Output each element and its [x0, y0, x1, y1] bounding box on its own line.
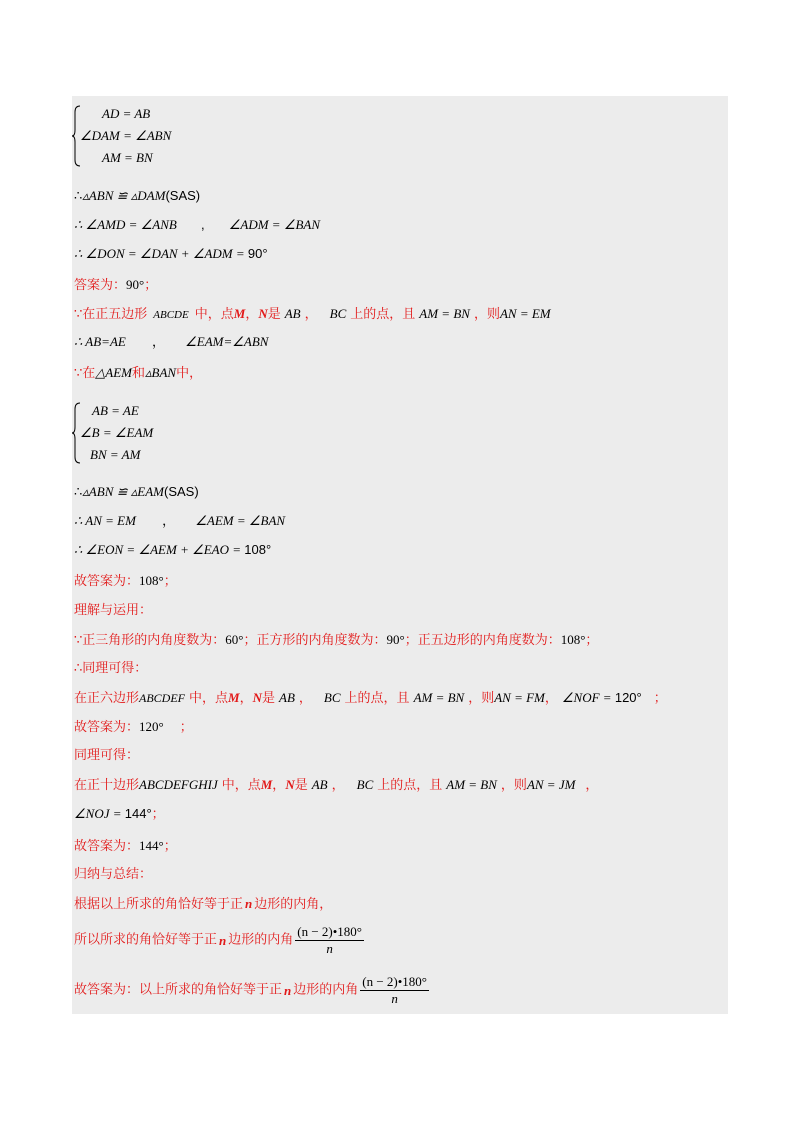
- line-angles-2: ∴ AN = EM ， ∠AEM = ∠BAN: [74, 513, 286, 528]
- system1-line-2: ∠DAM = ∠ABN: [80, 128, 172, 143]
- line-decagon-premise: 在正十边形ABCDEFGHIJ 中，点M，N是 AB ， BC 上的点，且 AM = BN ，则AN = JM ，: [74, 777, 599, 793]
- line-answer-4: 故答案为：144°；: [74, 838, 177, 854]
- line-angle-sum-1: ∴ ∠DON = ∠DAN + ∠ADM = 90°: [74, 246, 268, 261]
- fraction-interior-angle: $\frac{(n - 2)•180^\circ}{n}$: [362, 974, 428, 1006]
- line-angle-sum-2: ∴ ∠EON = ∠AEM + ∠EAO = 108°: [74, 542, 272, 557]
- line-pentagon-premise: ∵在正五边形 ABCDE 中，点M，N是 AB ， BC 上的点，且 AM = BN ，则AN = EM: [74, 306, 551, 322]
- line-pentagon-sides: ∴ AB=AE ， ∠EAM=∠ABN: [74, 334, 269, 349]
- line-triangles-in: ∵在△AEM和▵BAN中，: [74, 365, 203, 381]
- line-angles-1: ∴ ∠AMD = ∠ANB , ∠ADM = ∠BAN: [74, 217, 321, 232]
- line-congruence-1: ∴▵ABN ≌ ▵DAM(SAS): [74, 188, 201, 204]
- line-section-summary: 归纳与总结：: [74, 867, 153, 882]
- equation-system-1: [72, 104, 272, 168]
- line-similarly-2: 同理可得：: [74, 748, 140, 763]
- system1-line-1: AD = AB: [102, 106, 151, 121]
- system1-line-3: AM = BN: [102, 150, 153, 165]
- line-similarly-1: ∴同理可得：: [74, 661, 148, 676]
- line-interior-angles: ∵正三角形的内角度数为：60°；正方形的内角度数为：90°；正五边形的内角度数为：108°；: [74, 632, 599, 648]
- system2-line-2: ∠B = ∠EAM: [80, 425, 154, 440]
- line-hexagon-premise: 在正六边形ABCDEF 中，点M，N是 AB ， BC 上的点，且 AM = BN ，则AN = FM， ∠NOF = 120° ；: [74, 690, 667, 706]
- line-congruence-2: ∴▵ABN ≌ ▵EAM(SAS): [74, 484, 199, 500]
- system2-line-1: AB = AE: [92, 403, 139, 418]
- equation-system-2: [72, 401, 272, 465]
- line-answer-3: 故答案为：120° ；: [74, 719, 193, 735]
- line-answer-1: 答案为：90°；: [74, 277, 158, 293]
- fraction-interior-angle: $\frac{(n - 2)•180^\circ}{n}$: [297, 924, 363, 956]
- line-answer-2: 故答案为：108°；: [74, 573, 177, 589]
- line-summary-2: 所以所求的角恰好等于正 n 边形的内角 $\frac{(n - 2)•180^\circ}{n}$: [74, 924, 363, 956]
- system2-line-3: BN = AM: [90, 447, 141, 462]
- line-decagon-angle: ∠NOJ = 144°；: [74, 806, 165, 822]
- line-final-answer: 故答案为：以上所求的角恰好等于正 n 边形的内角 $\frac{(n - 2)•180^\circ}{n}$: [74, 974, 428, 1006]
- line-summary-1: 根据以上所求的角恰好等于正 n 边形的内角，: [74, 896, 333, 912]
- line-section-understand: 理解与运用：: [74, 603, 153, 618]
